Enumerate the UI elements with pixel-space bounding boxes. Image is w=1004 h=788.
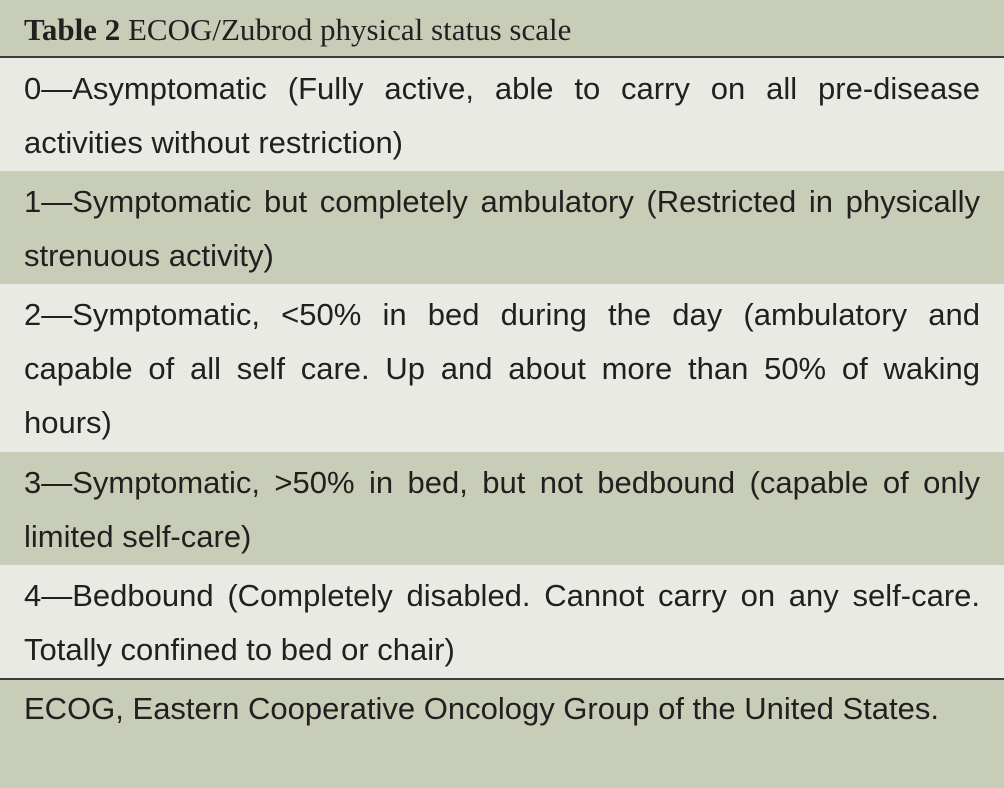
table-row: 4—Bedbound (Completely disabled. Cannot carry on any self-care. Totally confined to bed or chair) (0, 565, 1004, 678)
table-footnote: ECOG, Eastern Cooperative Oncology Group of the United States. (0, 678, 1004, 788)
table-row: 0—Asymptomatic (Fully active, able to carry on all pre-disease activities without restriction) (0, 58, 1004, 171)
table-caption-label: Table 2 (24, 12, 121, 47)
table-row: 1—Symptomatic but completely ambulatory (Restricted in physically strenuous activity) (0, 171, 1004, 284)
table-caption (0, 0, 1004, 58)
table-row: 2—Symptomatic, <50% in bed during the day (ambulatory and capable of all self care. Up and about more than 50% of waking hours) (0, 284, 1004, 452)
table-caption-title: ECOG/Zubrod physical status scale (127, 12, 572, 47)
table-row: 3—Symptomatic, >50% in bed, but not bedbound (capable of only limited self-care) (0, 452, 1004, 565)
